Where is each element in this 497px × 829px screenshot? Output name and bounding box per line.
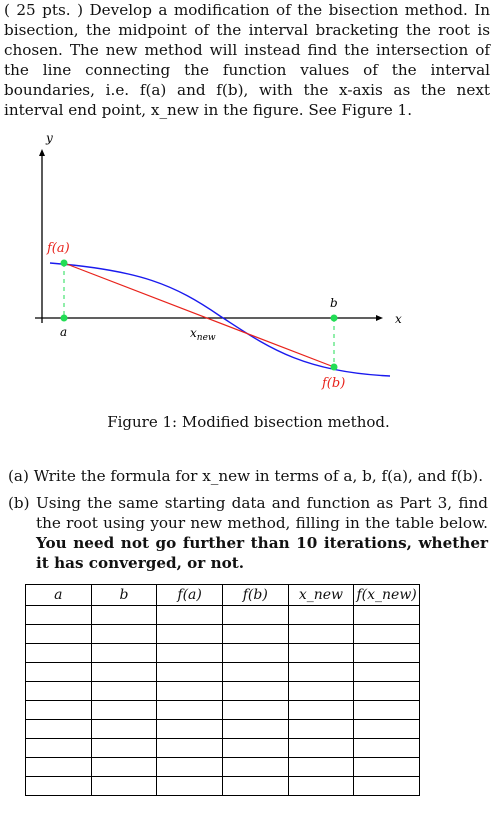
table-cell[interactable] [288,625,354,644]
table-cell[interactable] [288,758,354,777]
table-cell[interactable] [157,720,223,739]
table-cell[interactable] [26,606,92,625]
table-cell[interactable] [222,625,288,644]
table-cell[interactable] [157,663,223,682]
table-cell[interactable] [91,644,157,663]
table-cell[interactable] [222,682,288,701]
function-curve [50,263,390,376]
table-cell[interactable] [91,682,157,701]
header-a: a [26,585,92,606]
table-cell[interactable] [157,739,223,758]
table-cell[interactable] [354,720,420,739]
table-cell[interactable] [26,663,92,682]
table-cell[interactable] [288,663,354,682]
point-a [61,315,68,322]
table-cell[interactable] [91,720,157,739]
table-cell[interactable] [157,682,223,701]
label-xnew-main: x [190,326,197,340]
table-cell[interactable] [222,606,288,625]
table-row [26,720,420,739]
part-b-body [8,493,488,573]
table-cell[interactable] [354,682,420,701]
part-b-text: Using the same starting data and function as Part 3, find the root using your new method, filling in the table below. [36,494,488,532]
table-cell[interactable] [26,625,92,644]
table-row [26,606,420,625]
table-cell[interactable] [157,758,223,777]
problem-text: Develop a modification of the bisection method. In bisection, the midpoint of the interval bracketing the root is chosen. The new method will instead find the intersection of the line connecting the function values of the interval boundaries, i.e. f(a) and f(b), with the x-axis as the next interval end point, x_new in the figure. See Figure 1. [4,1,491,119]
table-cell[interactable] [288,739,354,758]
table-cell[interactable] [222,663,288,682]
table-cell[interactable] [288,606,354,625]
table-cell[interactable] [26,701,92,720]
part-b-bold: You need not go further than 10 iterations, whether it has converged, or not. [36,534,488,572]
label-fb: f(b) [322,376,346,391]
y-axis-label: y [46,131,53,145]
part-b [8,493,488,573]
table-cell[interactable] [222,758,288,777]
table-cell[interactable] [157,606,223,625]
table-cell[interactable] [222,777,288,796]
header-fxnew: f(x_new) [354,585,420,606]
table-cell[interactable] [157,701,223,720]
header-fb: f(b) [222,585,288,606]
table-cell[interactable] [222,720,288,739]
part-b-label: (b) [8,494,30,512]
problem-statement [4,0,490,120]
table-cell[interactable] [288,720,354,739]
table-row [26,625,420,644]
iteration-table [25,584,420,796]
table-cell[interactable] [26,758,92,777]
point-b [331,315,338,322]
x-axis-label: x [395,312,402,326]
table-cell[interactable] [26,720,92,739]
table-cell[interactable] [288,644,354,663]
table-cell[interactable] [288,682,354,701]
table-cell[interactable] [354,758,420,777]
figure-caption: Figure 1: Modified bisection method. [107,413,390,431]
problem-points: ( 25 pts. ) [4,1,83,19]
table-cell[interactable] [222,644,288,663]
point-fa [61,260,68,267]
table-cell[interactable] [288,777,354,796]
table-cell[interactable] [288,701,354,720]
table-cell[interactable] [26,644,92,663]
header-fa: f(a) [157,585,223,606]
table-row [26,644,420,663]
y-axis-arrow [39,149,45,156]
label-b: b [330,296,338,310]
table-cell[interactable] [91,625,157,644]
table-cell[interactable] [91,663,157,682]
table-cell[interactable] [26,739,92,758]
header-b: b [91,585,157,606]
table-cell[interactable] [354,701,420,720]
table-cell[interactable] [157,777,223,796]
table-row [26,739,420,758]
table-cell[interactable] [354,625,420,644]
table-header-row [26,585,420,606]
table-cell[interactable] [354,606,420,625]
table-cell[interactable] [354,644,420,663]
table-row [26,701,420,720]
table-cell[interactable] [91,606,157,625]
table-cell[interactable] [354,777,420,796]
table-cell[interactable] [91,739,157,758]
table-cell[interactable] [354,663,420,682]
table-row [26,777,420,796]
table-cell[interactable] [91,777,157,796]
table-cell[interactable] [222,701,288,720]
table-cell[interactable] [354,739,420,758]
table-cell[interactable] [157,644,223,663]
table-row [26,663,420,682]
label-fa: f(a) [47,241,70,256]
table-cell[interactable] [157,625,223,644]
label-a: a [60,325,68,339]
table-cell[interactable] [91,758,157,777]
figure-1 [0,128,497,408]
table-row [26,758,420,777]
x-axis-arrow [376,315,383,321]
point-fb [331,364,338,371]
table-cell[interactable] [91,701,157,720]
label-xnew [190,326,216,343]
table-cell[interactable] [26,682,92,701]
table-row [26,682,420,701]
table-cell[interactable] [26,777,92,796]
table-cell[interactable] [222,739,288,758]
header-xnew: x_new [288,585,354,606]
part-a: (a) Write the formula for x_new in terms of a, b, f(a), and f(b). [8,467,484,485]
label-xnew-sub: new [196,333,216,343]
secant-line [64,263,334,367]
